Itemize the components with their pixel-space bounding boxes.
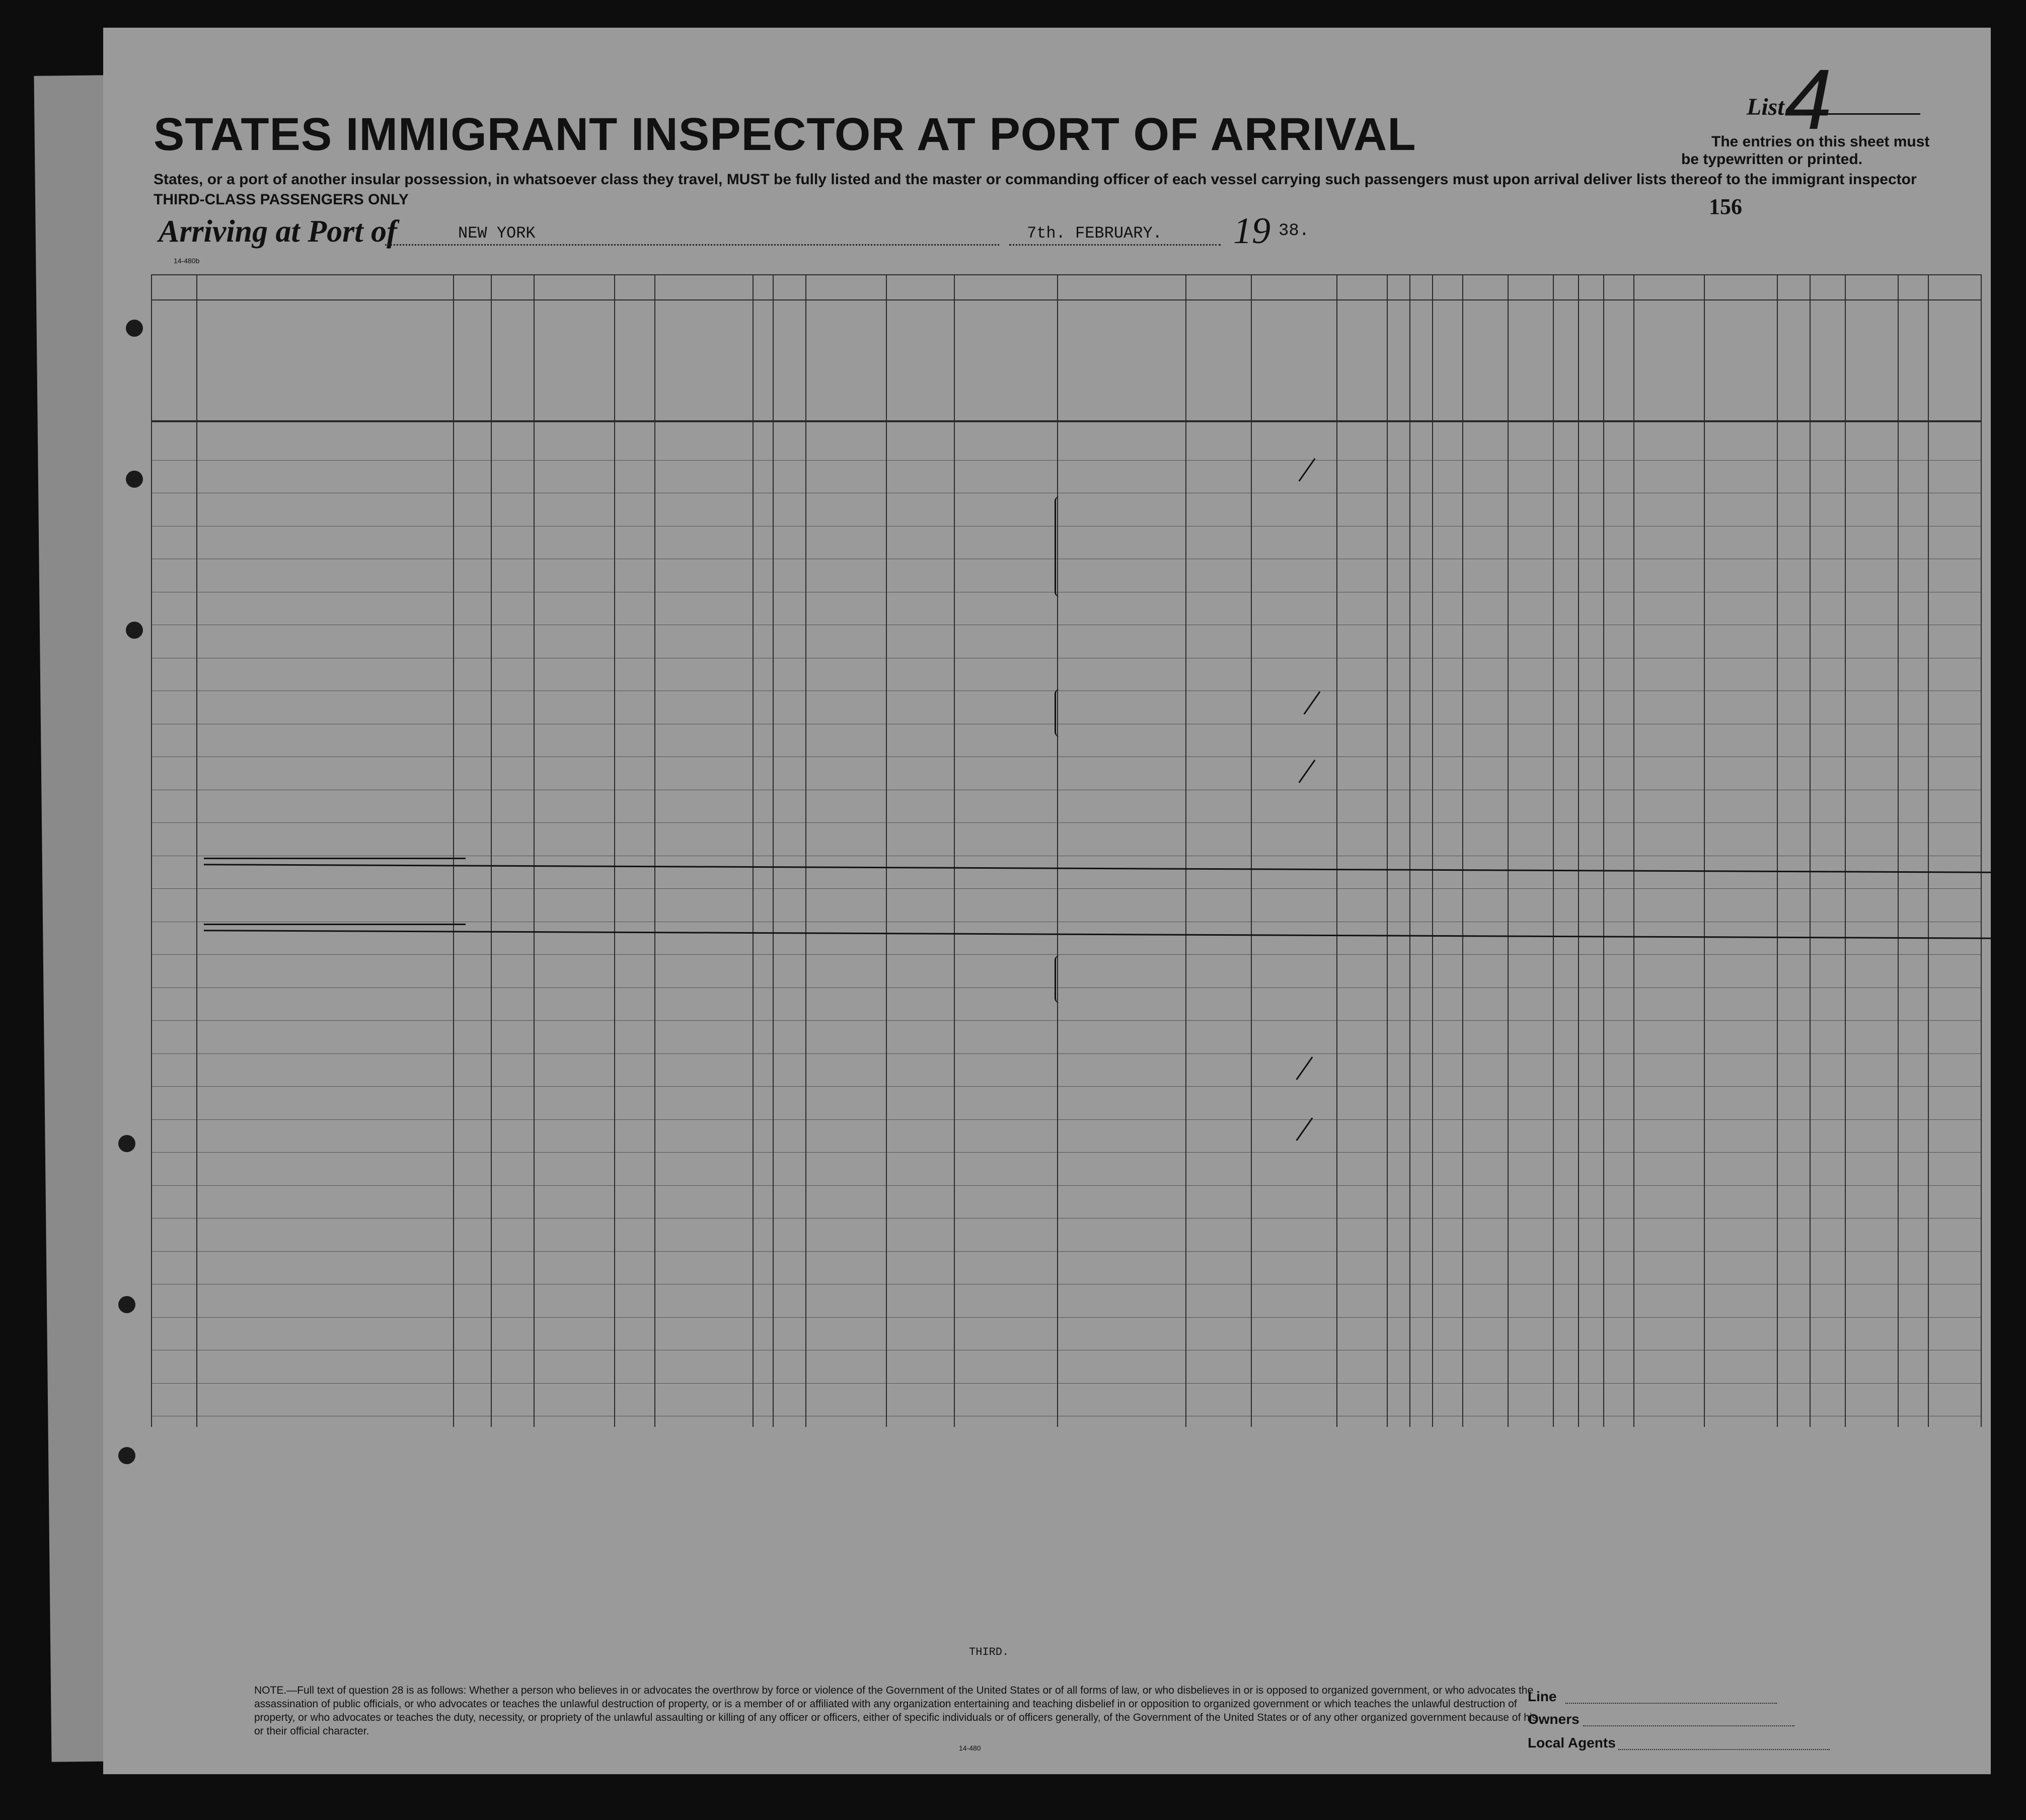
arriving-label: Arriving at Port of	[159, 214, 397, 249]
punch-hole	[118, 1447, 135, 1464]
instructions: States, or a port of another insular possession, in whatsoever class they travel, MUST be fully listed and the master or commanding officer of each vessel carrying such passengers must upon arrival deliver lists thereof to the immigrant inspector	[154, 171, 1917, 188]
tick-mark	[1298, 760, 1315, 783]
form-code-top: 14-480b	[174, 257, 200, 265]
row-rule	[151, 954, 1981, 955]
row-rule	[151, 1020, 1981, 1021]
manifest-sheet	[103, 28, 1991, 1774]
tick-mark	[1303, 691, 1320, 715]
grid-rule	[151, 299, 1981, 300]
grid-rule	[1898, 274, 1899, 1427]
row-rule	[151, 822, 1981, 823]
entries-note-2: be typewritten or printed.	[1681, 151, 1863, 168]
port-value: NEW YORK	[458, 224, 536, 243]
row-rule	[151, 756, 1981, 757]
grid-rule	[151, 274, 1981, 275]
owners-label: Owners	[1528, 1711, 1580, 1727]
row-rule	[151, 460, 1981, 461]
punch-hole	[126, 320, 143, 337]
list-label: List	[1747, 94, 1784, 120]
strike-through-line	[204, 864, 1991, 873]
grid-rule	[954, 274, 955, 1427]
grid-rule	[1251, 274, 1252, 1427]
column-header-vertical	[619, 315, 649, 415]
row-rule	[151, 1119, 1981, 1120]
column-header-vertical	[1276, 330, 1306, 430]
row-rule	[151, 1185, 1981, 1186]
grid-rule	[1603, 274, 1604, 1427]
punch-hole	[126, 471, 143, 488]
column-header-vertical	[1558, 310, 1588, 410]
year-prefix: 19	[1233, 210, 1270, 252]
strike-through-line	[204, 924, 466, 925]
grid-rule	[614, 274, 615, 1427]
row-rule	[151, 1317, 1981, 1318]
date-value: 7th. FEBRUARY.	[1027, 224, 1162, 243]
owners-field	[1583, 1725, 1794, 1726]
grid-rule	[1057, 274, 1058, 1427]
strike-through-line	[204, 858, 466, 859]
grid-rule	[1633, 274, 1634, 1427]
column-header-vertical	[1470, 310, 1500, 410]
entries-note-1: The entries on this sheet must	[1711, 133, 1930, 150]
row-rule	[151, 888, 1981, 889]
row-rule	[151, 1053, 1981, 1054]
grid-rule	[1777, 274, 1778, 1427]
grid-rule	[453, 274, 454, 1427]
grid-rule	[1981, 274, 1982, 1427]
tick-mark	[1296, 1117, 1313, 1141]
grid-rule	[1508, 274, 1509, 1427]
brace-mark	[1055, 689, 1063, 737]
tick-mark	[1296, 1056, 1313, 1080]
grid-rule	[1387, 274, 1388, 1427]
row-rule	[151, 1086, 1981, 1087]
column-header-vertical	[1190, 330, 1221, 430]
brace-mark	[1055, 496, 1063, 597]
tick-mark	[1298, 458, 1315, 482]
row-rule	[151, 1218, 1981, 1219]
grid-rule	[1336, 274, 1337, 1427]
row-rule	[151, 1152, 1981, 1153]
column-header-vertical	[1513, 310, 1543, 410]
column-header-vertical	[758, 315, 788, 415]
grid-rule	[1928, 274, 1929, 1427]
grid-rule	[1432, 274, 1433, 1427]
line-field	[1565, 1703, 1777, 1704]
form-code: 14-480	[959, 1744, 981, 1752]
grid-rule	[1185, 274, 1186, 1427]
grid-rule	[1845, 274, 1846, 1427]
strike-through-line	[204, 930, 1991, 939]
column-header-vertical	[1437, 310, 1467, 410]
punch-hole	[118, 1135, 135, 1152]
list-underline	[1805, 113, 1920, 115]
grid-rule	[654, 274, 655, 1427]
date-line	[1009, 244, 1221, 246]
grid-rule	[491, 274, 492, 1427]
grid-rule	[1409, 274, 1410, 1427]
page-title: STATES IMMIGRANT INSPECTOR AT PORT OF ARRIVAL	[154, 109, 1416, 160]
local-agents-field	[1618, 1749, 1830, 1750]
grid-rule	[753, 274, 754, 1427]
grid-rule	[1553, 274, 1554, 1427]
line-label: Line	[1528, 1689, 1557, 1704]
brace-mark	[1055, 955, 1063, 1003]
column-header-vertical	[1341, 310, 1372, 410]
column-header-vertical	[1233, 330, 1263, 430]
grid-rule	[196, 274, 197, 1427]
year-suffix: 38.	[1279, 221, 1310, 241]
grid-rule	[534, 274, 535, 1427]
class-stamp: THIRD.	[969, 1646, 1009, 1658]
list-number: 4	[1784, 52, 1832, 147]
page-number: 156	[1709, 194, 1742, 219]
punch-hole	[118, 1296, 135, 1313]
punch-hole	[126, 622, 143, 639]
local-agents-label: Local Agents	[1528, 1735, 1616, 1751]
grid-rule	[805, 274, 806, 1427]
grid-rule	[151, 274, 152, 1427]
grid-rule	[1704, 274, 1705, 1427]
grid-rule	[886, 274, 887, 1427]
class-note: THIRD-CLASS PASSENGERS ONLY	[154, 191, 409, 208]
row-rule	[151, 1251, 1981, 1252]
grid-rule	[151, 420, 1981, 422]
grid-rule	[773, 274, 774, 1427]
grid-rule	[1578, 274, 1579, 1427]
grid-rule	[1810, 274, 1811, 1427]
footnote-q28: NOTE.—Full text of question 28 is as follows: Whether a person who believes in or advocates the overthrow by force or violence of the Government of the United States or of all forms of law, or who disbelieves in or is opposed to organized government, or who advocates the assassination of public officials, or who advocates or teaches the unlawful destruction of property, or is a member of or affiliated with any organization entertaining and teaching disbelief in or opposition to organized government or which teaches the unlawful destruction of property, or who advocates or teaches the duty, necessity, or propriety of the unlawful assaulting or killing of any officer or officers, either of specific individuals or of officers generally, of the Government of the United States or of any other organized government because of his or their official character.	[254, 1685, 1537, 1737]
port-line	[385, 244, 999, 246]
grid-rule	[1462, 274, 1463, 1427]
row-rule	[151, 1383, 1981, 1384]
